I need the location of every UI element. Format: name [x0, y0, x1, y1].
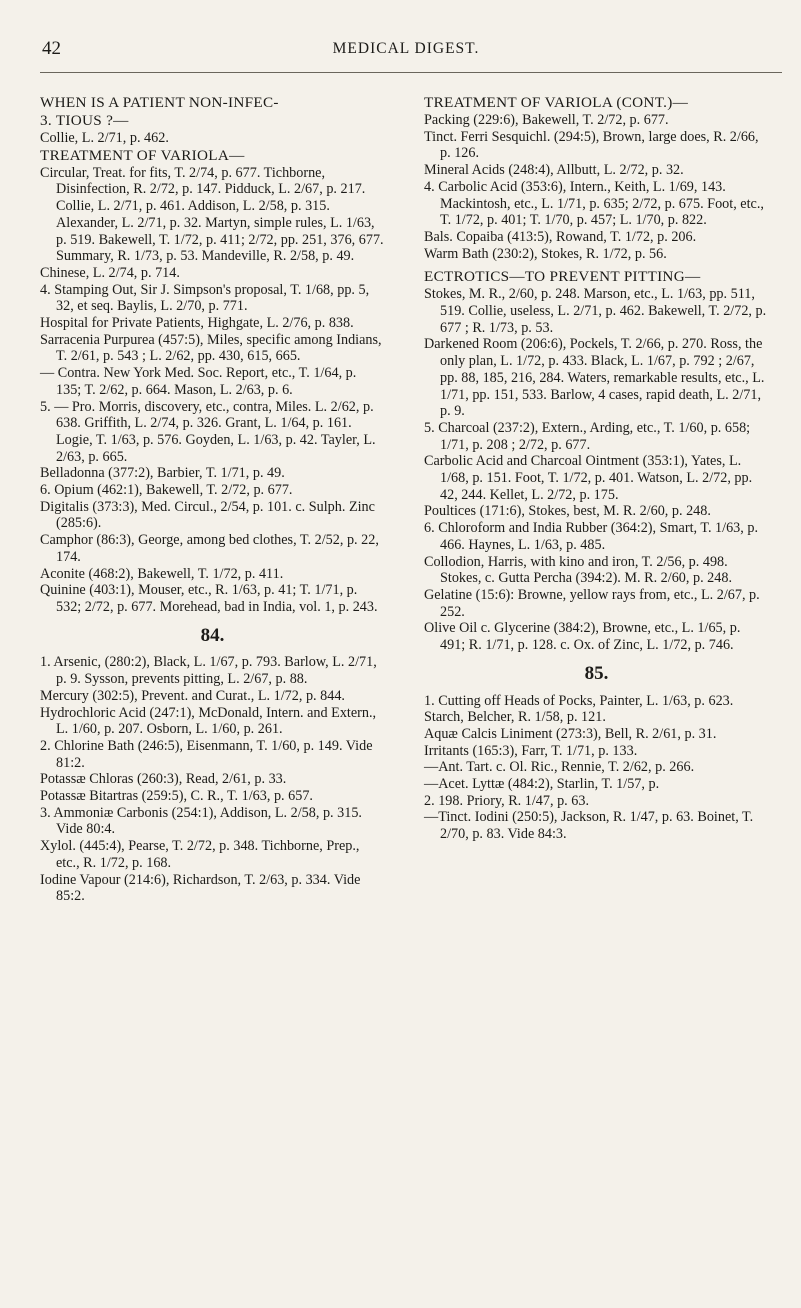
- entry: Olive Oil c. Glycerine (384:2), Browne, etc., L. 1/65, p. 491; R. 1/71, p. 128. c. Ox. of Zinc, L. 1/72, p. 746.: [424, 620, 741, 654]
- entry: Digitalis (373:3), Med. Circul., 2/54, p. 101. c. Sulph. Zinc (285:6).: [40, 498, 375, 532]
- entry: Aconite (468:2), Bakewell, T. 1/72, p. 411.: [40, 565, 284, 582]
- section-heading-ectrotics: ECTROTICS—TO PREVENT PITTING—: [424, 268, 701, 286]
- entry: 6. Opium (462:1), Bakewell, T. 2/72, p. 677.: [40, 482, 293, 499]
- section-number-85: 85.: [584, 662, 609, 684]
- entry: Potassæ Chloras (260:3), Read, 2/61, p. 33.: [40, 771, 287, 788]
- entry: Darkened Room (206:6), Pockels, T. 2/66, p. 270. Ross, the only plan, L. 1/72, p. 433. Black, L. 1/67, p. 792 ; 2/67, pp. 88, 185, 216, 284. Waters, remarkable results, etc., L. 1/71, pp. 151, 533. Barlow, 4 cases, rapid death, L. 2/71, p. 9.: [424, 336, 765, 420]
- entry: Starch, Belcher, R. 1/58, p. 121.: [424, 709, 606, 726]
- entry: 1. Arsenic, (280:2), Black, L. 1/67, p. 793. Barlow, L. 2/71, p. 9. Sysson, prevents pitting, L. 2/67, p. 88.: [40, 654, 377, 688]
- entry: 3. Ammoniæ Carbonis (254:1), Addison, L. 2/58, p. 315. Vide 80:4.: [40, 804, 362, 838]
- entry: Chinese, L. 2/74, p. 714.: [40, 264, 180, 281]
- entry: 1. Cutting off Heads of Pocks, Painter, L. 1/63, p. 623.: [424, 692, 734, 709]
- section-heading-treatment-cont: TREATMENT OF VARIOLA (CONT.)—: [424, 94, 689, 111]
- entry: Collodion, Harris, with kino and iron, T. 2/56, p. 498. Stokes, c. Gutta Percha (394:2). M. R. 2/60, p. 248.: [424, 553, 732, 587]
- entry: Mercury (302:5), Prevent. and Curat., L. 1/72, p. 844.: [40, 687, 345, 704]
- entry: Sarracenia Purpurea (457:5), Miles, specific among Indians, T. 2/61, p. 543 ; L. 2/62, pp. 430, 615, 665.: [40, 331, 382, 365]
- left-column: [40, 94, 385, 905]
- entry: 5. Charcoal (237:2), Extern., Arding, etc., T. 1/60, p. 658; 1/71, p. 208 ; 2/72, p. 677.: [424, 419, 751, 453]
- entry: Camphor (86:3), George, among bed clothes, T. 2/52, p. 22, 174.: [40, 532, 379, 565]
- section-heading-treatment: TREATMENT OF VARIOLA—: [40, 146, 245, 164]
- entry: Packing (229:6), Bakewell, T. 2/72, p. 677.: [424, 112, 669, 128]
- entry: 4. Carbolic Acid (353:6), Intern., Keith, L. 1/69, 143. Mackintosh, etc., L. 1/71, p. 635; 2/72, p. 675. Foot, etc., T. 1/72, p. 401; T. 1/70, p. 457; L. 1/70, p. 822.: [424, 178, 764, 229]
- entry: Iodine Vapour (214:6), Richardson, T. 2/63, p. 334. Vide 85:2.: [40, 871, 361, 905]
- entry: 6. Chloroform and India Rubber (364:2), Smart, T. 1/63, p. 466. Haynes, L. 1/63, p. 485.: [424, 520, 759, 553]
- entry: Belladonna (377:2), Barbier, T. 1/71, p. 49.: [40, 465, 285, 482]
- right-column: [424, 94, 769, 843]
- entry: 2. 198. Priory, R. 1/47, p. 63.: [424, 792, 589, 809]
- section-heading-noninfectious: WHEN IS A PATIENT NON-INFEC-: [40, 94, 279, 111]
- entry: Xylol. (445:4), Pearse, T. 2/72, p. 348. Tichborne, Prep., etc., R. 1/72, p. 168.: [40, 838, 360, 871]
- entry: Tinct. Ferri Sesquichl. (294:5), Brown, large does, R. 2/66, p. 126.: [424, 128, 759, 162]
- entry: 4. Stamping Out, Sir J. Simpson's proposal, T. 1/68, pp. 5, 32, et seq. Baylis, L. 2/70, p. 771.: [40, 281, 370, 315]
- entry: Aquæ Calcis Liniment (273:3), Bell, R. 2/61, p. 31.: [424, 725, 717, 742]
- running-head: MEDICAL DIGEST.: [332, 40, 480, 57]
- entry: Irritants (165:3), Farr, T. 1/71, p. 133.: [424, 742, 638, 759]
- page-number: 42: [42, 38, 61, 59]
- entry: Carbolic Acid and Charcoal Ointment (353:1), Yates, L. 1/68, p. 151. Foot, T. 1/72, p. 401. Watson, L. 2/72, pp. 42, 244. Kellet, L. 2/72, p. 175.: [424, 453, 753, 503]
- entry: Poultices (171:6), Stokes, best, M. R. 2/60, p. 248.: [424, 503, 711, 520]
- entry: Quinine (403:1), Mouser, etc., R. 1/63, p. 41; T. 1/71, p. 532; 2/72, p. 677. Morehead, bad in India, vol. 1, p. 243.: [40, 582, 378, 615]
- section-number-84: 84.: [200, 624, 225, 646]
- entry: Hydrochloric Acid (247:1), McDonald, Intern. and Extern., L. 1/60, p. 207. Osborn, L. 1/60, p. 261.: [40, 704, 377, 738]
- entry: 2. Chlorine Bath (246:5), Eisenmann, T. 1/60, p. 149. Vide 81:2.: [40, 737, 373, 771]
- entry: Gelatine (15:6): Browne, yellow rays from, etc., L. 2/67, p. 252.: [424, 586, 760, 620]
- section-heading-noninfectious-cont: 3. TIOUS ?—: [40, 112, 129, 129]
- entry: Potassæ Bitartras (259:5), C. R., T. 1/63, p. 657.: [40, 788, 313, 805]
- entry: Stokes, M. R., 2/60, p. 248. Marson, etc., L. 1/63, pp. 511, 519. Collie, useless, L. 2/71, p. 462. Bakewell, T. 2/72, p. 677 ; R. 1/73, p. 53.: [424, 286, 767, 336]
- entry: —Acet. Lyttæ (484:2), Starlin, T. 1/57, p.: [424, 776, 660, 793]
- entry: — Contra. New York Med. Soc. Report, etc., T. 1/64, p. 135; T. 2/62, p. 664. Mason, L. 2/63, p. 6.: [40, 365, 357, 398]
- entry: Warm Bath (230:2), Stokes, R. 1/72, p. 56.: [424, 245, 667, 262]
- entry: —Tinct. Iodini (250:5), Jackson, R. 1/47, p. 63. Boinet, T. 2/70, p. 83. Vide 84:3.: [424, 809, 754, 843]
- entry: —Ant. Tart. c. Ol. Ric., Rennie, T. 2/62, p. 266.: [424, 759, 695, 776]
- header-rule: [40, 72, 782, 73]
- entry: 5. — Pro. Morris, discovery, etc., contra, Miles. L. 2/62, p. 638. Griffith, L. 2/74, p. 326. Grant, L. 1/64, p. 161. Logie, T. 1/63, p. 576. Goyden, L. 1/63, p. 42. Tayler, L. 2/63, p. 665.: [40, 398, 376, 465]
- entry: Hospital for Private Patients, Highgate, L. 2/76, p. 838.: [40, 315, 354, 332]
- entry: Circular, Treat. for fits, T. 2/74, p. 677. Tichborne, Disinfection, R. 2/72, p. 147. Pidduck, L. 2/67, p. 217. Collie, L. 2/71, p. 461. Addison, L. 2/58, p. 315. Alexander, L. 2/71, p. 32. Martyn, simple rules, L. 1/63, p. 519. Bakewell, T. 1/72, p. 411; 2/72, pp. 251, 376, 677. Summary, R. 1/73, p. 53. Mandeville, R. 2/58, p. 49.: [40, 164, 384, 265]
- page-header: [36, 38, 776, 64]
- entry: Collie, L. 2/71, p. 462.: [40, 130, 169, 146]
- entry: Bals. Copaiba (413:5), Rowand, T. 1/72, p. 206.: [424, 228, 697, 245]
- entry: Mineral Acids (248:4), Allbutt, L. 2/72, p. 32.: [424, 162, 684, 179]
